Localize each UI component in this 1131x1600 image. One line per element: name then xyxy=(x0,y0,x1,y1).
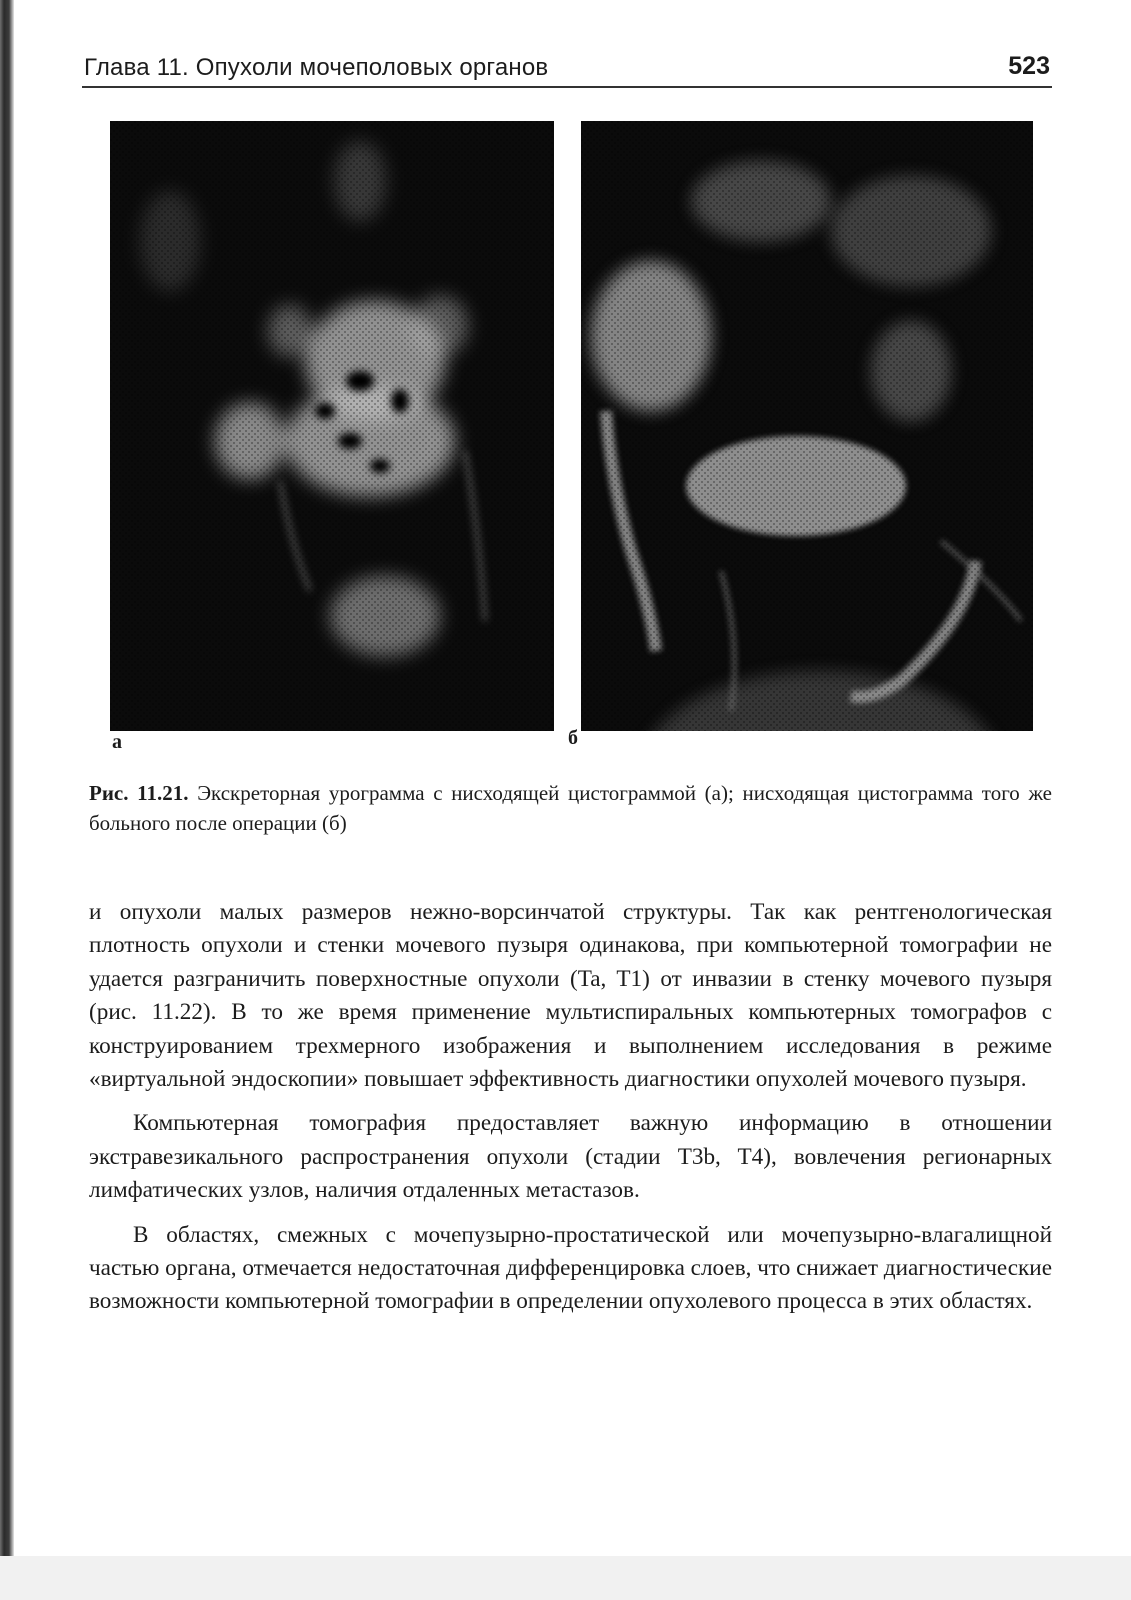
running-header xyxy=(82,52,1052,88)
chapter-title: Глава 11. Опухоли мочеполовых органов xyxy=(84,54,549,81)
paragraph: Компьютерная томография предоставляет важную информацию в отношении экстравезикального распространения опухоли (стадии T3b, T4), вовлечения регионарных лимфатических узлов, наличия отдаленных метастазов. xyxy=(89,1110,1052,1204)
panel-b-label: б xyxy=(568,727,578,749)
panel-a-label: а xyxy=(112,731,122,753)
body-text xyxy=(89,896,1052,1319)
paragraph: и опухоли малых размеров нежно-ворсинчатой структуры. Так как рентгенологическая плотность опухоли и стенки мочевого пузыря одинакова, при компьютерной томографии не удается разграничить поверхностные опухоли (Ta, T1) от инвазии в стенку мочевого пузыря (рис. 11.22). В то же время применение мультиспиральных компьютерных томографов с конструированием трехмерного изображения и выполнением исследования в режиме «виртуальной эндоскопии» повышает эффективность диагностики опухолей мочевого пузыря. xyxy=(89,899,1052,1093)
header-rule xyxy=(82,86,1052,88)
book-spine-shadow xyxy=(0,0,14,1600)
paragraph: В областях, смежных с мочепузырно-простатической или мочепузырно-влагалищной частью органа, отмечается недостаточная дифференцировка слоев, что снижает диагностические возможности компьютерной томографии в определении опухолевого процесса в этих областях. xyxy=(89,1221,1052,1315)
figure-caption xyxy=(89,778,1052,838)
caption-label: Рис. 11.21. xyxy=(89,781,189,805)
xray-image-a xyxy=(110,121,554,731)
page-bottom-margin xyxy=(0,1556,1131,1600)
caption-text: Экскреторная урограмма с нисходящей цистограммой (а); нисходящая цистограмма того же больного после операции (б) xyxy=(89,781,1053,835)
page-number: 523 xyxy=(1008,52,1050,80)
xray-image-b xyxy=(581,121,1033,731)
